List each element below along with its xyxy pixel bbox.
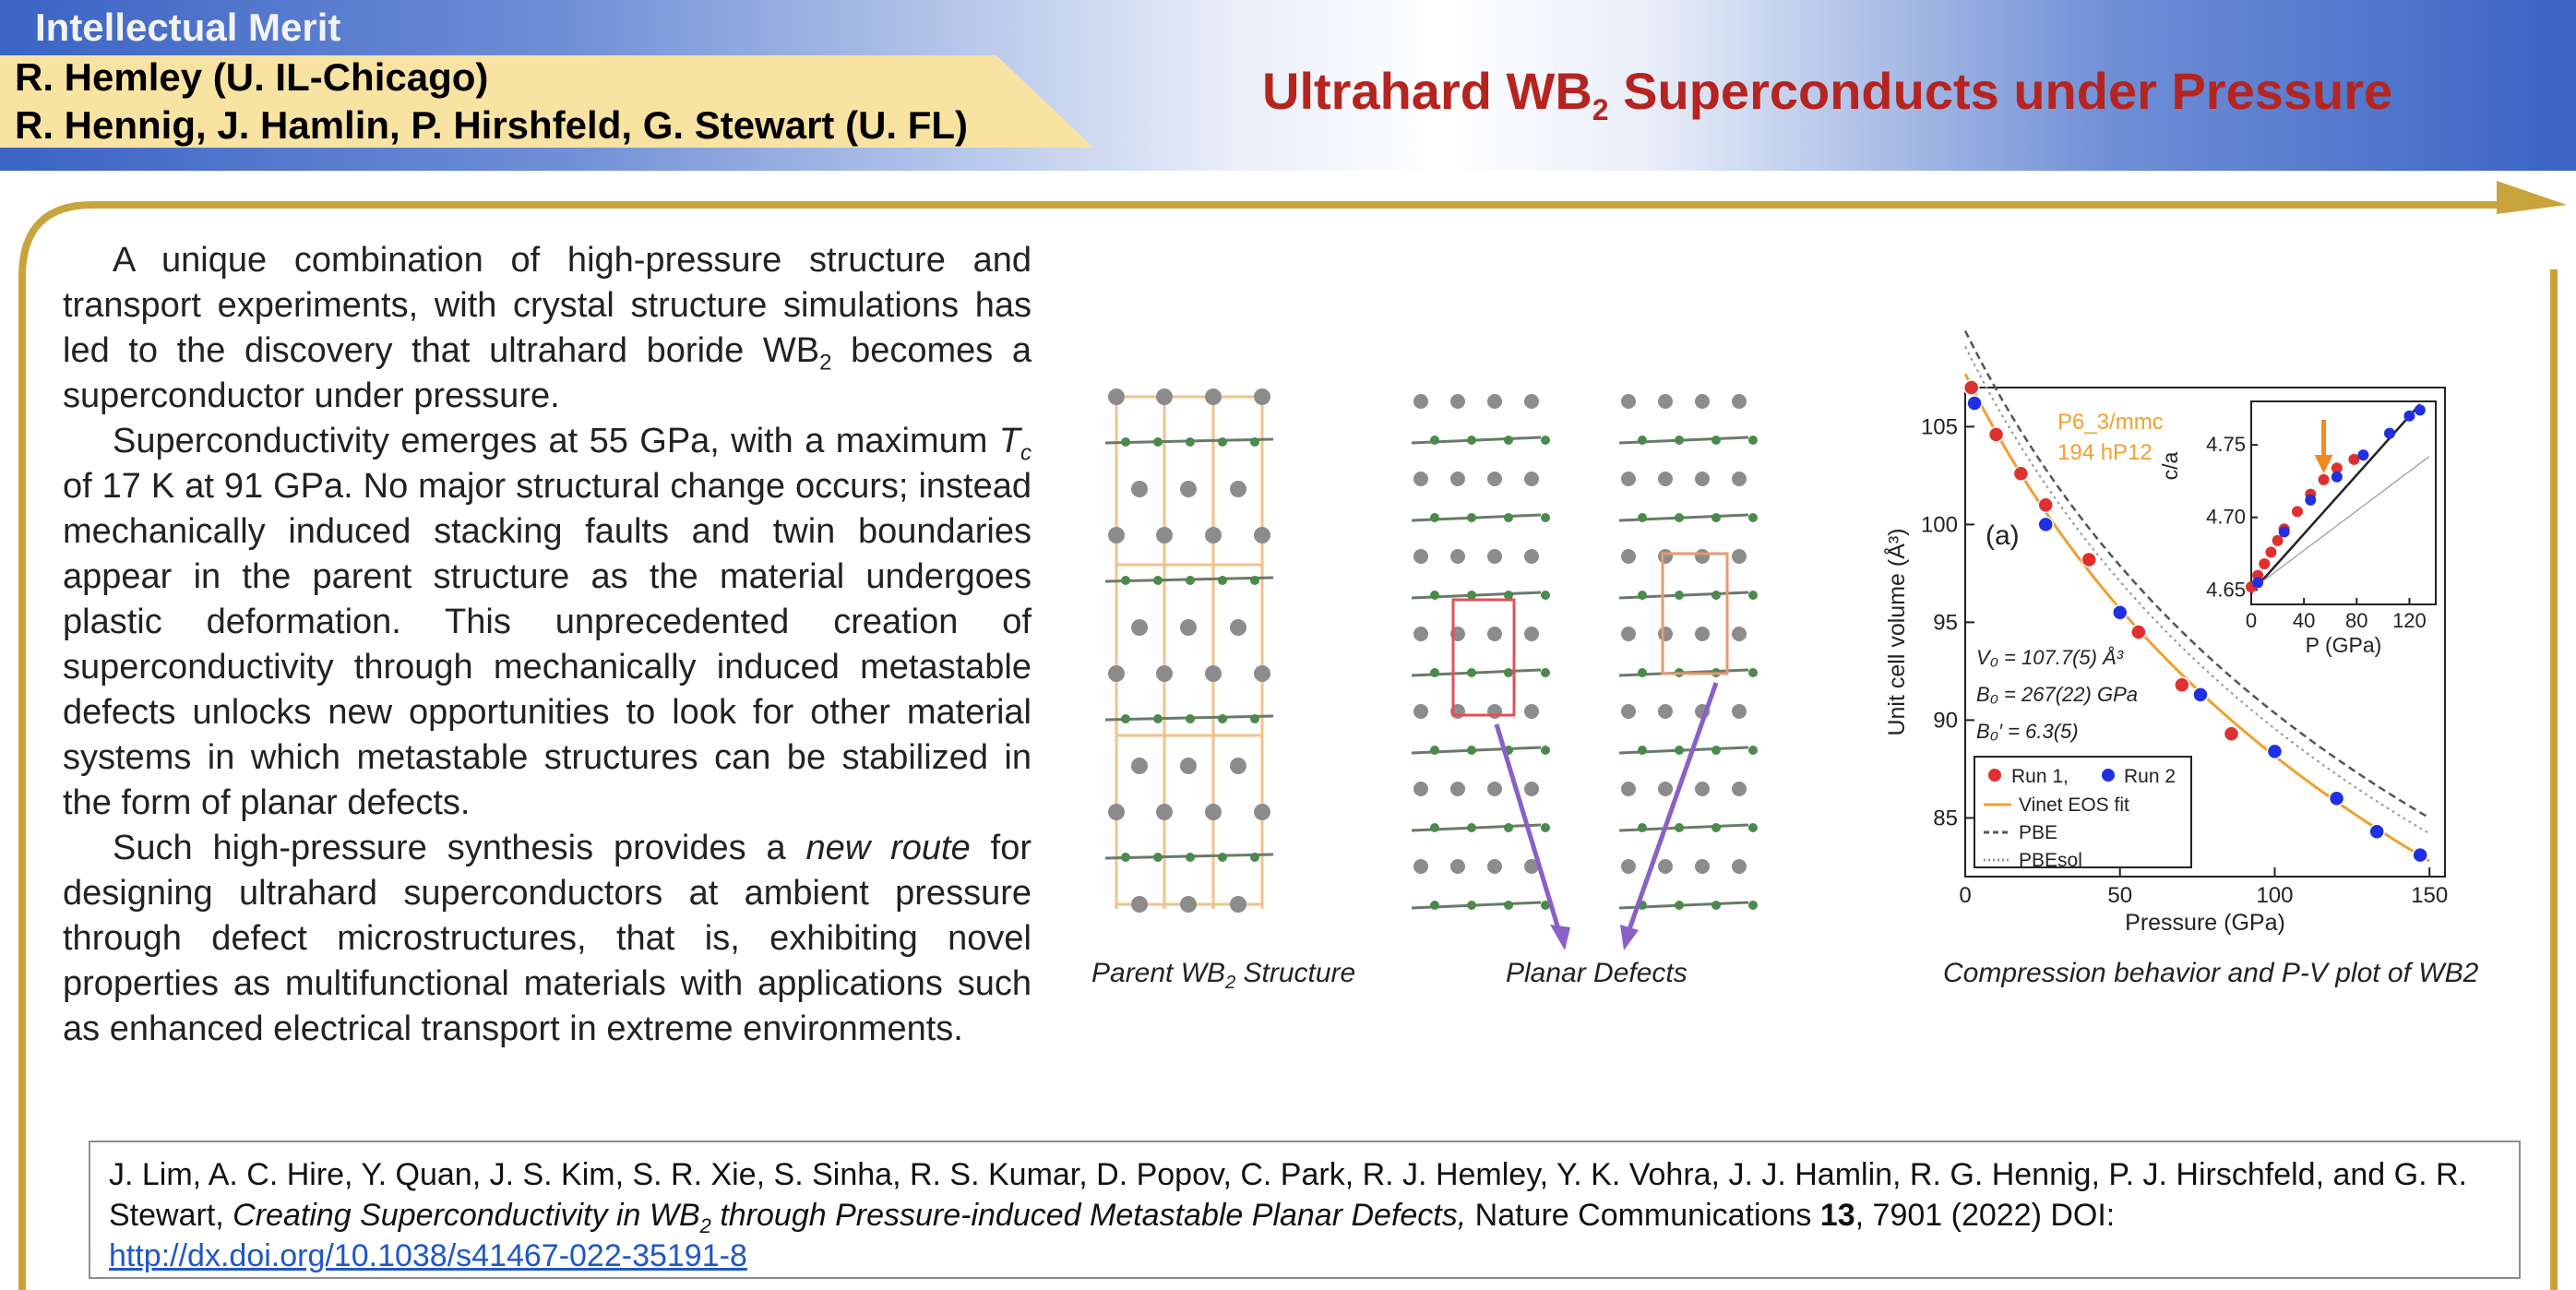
- run2-point: [2267, 744, 2282, 758]
- tungsten-atom: [1621, 549, 1636, 564]
- boron-atom: [1748, 746, 1758, 755]
- boron-atom: [1711, 901, 1721, 910]
- crystal-structures: [1070, 360, 1827, 1024]
- slide-title: [1262, 61, 2392, 127]
- boron-atom: [1121, 853, 1130, 862]
- tungsten-atom: [1205, 388, 1222, 405]
- boron-atom: [1504, 901, 1513, 910]
- tungsten-atom: [1658, 549, 1673, 564]
- tungsten-atom: [1131, 619, 1148, 636]
- boron-atom: [1430, 591, 1439, 600]
- tungsten-atom: [1450, 394, 1465, 409]
- boron-atom: [1711, 823, 1721, 832]
- reference-box: [89, 1141, 2521, 1279]
- run2-point: [2113, 605, 2128, 620]
- boron-atom: [1748, 901, 1758, 910]
- boron-atom: [1430, 668, 1439, 677]
- run1-point: [1989, 427, 2004, 442]
- header-banner: [0, 0, 2576, 171]
- tc-symbol: T: [998, 422, 1020, 460]
- defect-arrow-1-head: [1550, 925, 1570, 950]
- inset-frame: [2251, 401, 2436, 604]
- tungsten-atom: [1230, 896, 1246, 913]
- boron-atom: [1675, 901, 1684, 910]
- tungsten-atom: [1131, 481, 1148, 497]
- y-axis-label: Unit cell volume (Å³): [1884, 528, 1910, 736]
- boron-atom: [1430, 746, 1439, 755]
- boron-atom: [1121, 714, 1130, 723]
- inset-run2-point: [2279, 526, 2290, 537]
- run1-point: [2038, 497, 2053, 512]
- boron-atom: [1467, 668, 1476, 677]
- boron-atom: [1430, 513, 1439, 522]
- reference-volume: 13: [1819, 1198, 1855, 1233]
- boron-atom: [1748, 513, 1758, 522]
- doi-link[interactable]: http://dx.doi.org/10.1038/s41467-022-35191-8: [109, 1238, 747, 1273]
- run1-point: [2131, 625, 2146, 639]
- tungsten-atom: [1156, 388, 1173, 405]
- x-tick-label: 50: [2107, 883, 2133, 908]
- tungsten-atom: [1621, 782, 1636, 796]
- boron-atom: [1186, 437, 1195, 447]
- tungsten-atom: [1156, 804, 1173, 820]
- tungsten-atom: [1732, 859, 1747, 874]
- tungsten-atom: [1658, 472, 1673, 486]
- boron-atom: [1250, 853, 1259, 862]
- boron-atom: [1711, 591, 1721, 600]
- boron-atom: [1250, 576, 1259, 585]
- boron-atom: [1153, 437, 1163, 447]
- figure-panel: [1070, 360, 2510, 1024]
- legend-run2: Run 2: [2124, 766, 2176, 787]
- run1-point: [2013, 466, 2028, 481]
- reference-title: Creating Superconductivity in WB: [233, 1198, 700, 1233]
- tungsten-atom: [1695, 549, 1710, 564]
- caption-parent-structure: [1091, 958, 1355, 994]
- tungsten-atom: [1524, 394, 1539, 409]
- run2-point: [1967, 396, 1982, 411]
- tungsten-atom: [1732, 394, 1747, 409]
- tungsten-atom: [1254, 665, 1270, 682]
- boron-atom: [1504, 668, 1513, 677]
- x-tick-label: 0: [1959, 883, 1972, 908]
- section-label: Intellectual Merit: [35, 6, 341, 49]
- tungsten-atom: [1413, 472, 1428, 486]
- boron-atom: [1467, 901, 1476, 910]
- tungsten-atom: [1621, 472, 1636, 486]
- boron-atom: [1121, 576, 1130, 585]
- caption-parent-post: Structure: [1235, 958, 1356, 988]
- tungsten-atom: [1180, 619, 1197, 636]
- paragraph-2: [63, 419, 1032, 826]
- caption-parent-sub: 2: [1225, 973, 1236, 993]
- inset-x-tick-label: 120: [2392, 609, 2427, 632]
- boron-atom: [1153, 714, 1163, 723]
- title-subscript: 2: [1592, 93, 1609, 127]
- author-line-1: R. Hemley (U. IL-Chicago): [15, 55, 489, 99]
- boron-atom: [1638, 513, 1647, 522]
- boron-atom: [1675, 436, 1684, 445]
- body-text: [63, 238, 1032, 1052]
- tungsten-atom: [1108, 388, 1125, 405]
- tungsten-atom: [1621, 394, 1636, 409]
- tungsten-atom: [1205, 804, 1222, 820]
- tungsten-atom: [1108, 804, 1125, 820]
- y-tick-label: 85: [1933, 806, 1958, 831]
- tungsten-atom: [1695, 472, 1710, 486]
- tungsten-atom: [1205, 527, 1222, 543]
- tungsten-atom: [1658, 859, 1673, 874]
- inset-x-tick-label: 40: [2292, 609, 2316, 632]
- y-tick-label: 105: [1920, 414, 1958, 440]
- inset-run2-point: [2357, 449, 2368, 460]
- inset-run1-point: [2319, 474, 2330, 485]
- p3-emphasis: new route: [805, 829, 971, 867]
- boron-atom: [1430, 823, 1439, 832]
- tungsten-atom: [1621, 704, 1636, 719]
- boron-atom: [1218, 714, 1227, 723]
- tungsten-atom: [1180, 758, 1197, 774]
- defect-highlight-1: [1453, 600, 1514, 715]
- tungsten-atom: [1658, 704, 1673, 719]
- reference-authors: J. Lim, A. C. Hire, Y. Quan, J. S. Kim, S. R. Xie, S. Sinha, R. S. Kumar, D. Popov, C. Park, R. J. Hemley, Y. K. Vohra, J. J. Hamlin, R. G. Hennig, P. J. Hirschfeld, and G. R. Stewart,: [109, 1157, 2467, 1233]
- tungsten-atom: [1524, 782, 1539, 796]
- fit-param: B₀ = 267(22) GPa: [1976, 683, 2138, 706]
- boron-atom: [1218, 853, 1227, 862]
- run2-point: [2369, 824, 2384, 839]
- fit-param: V₀ = 107.7(5) Å³: [1976, 646, 2124, 669]
- boron-atom: [1504, 513, 1513, 522]
- boron-atom: [1504, 436, 1513, 445]
- paragraph-3: [63, 826, 1032, 1052]
- tungsten-atom: [1732, 704, 1747, 719]
- reference-journal: Nature Communications: [1466, 1198, 1820, 1233]
- p3-text-end: for designing ultrahard superconductors at ambient pressure through defect microstructures, that is, exhibiting novel properties as multifunctional materials with applications such as enhanced electrical transport in extreme environments.: [63, 829, 1032, 1048]
- boron-atom: [1153, 576, 1163, 585]
- tungsten-atom: [1450, 472, 1465, 486]
- caption-planar-defects: Planar Defects: [1506, 958, 1688, 988]
- tungsten-atom: [1695, 782, 1710, 796]
- tungsten-atom: [1205, 665, 1222, 682]
- boron-atom: [1430, 436, 1439, 445]
- run2-point: [2413, 848, 2427, 863]
- inset-y-tick-label: 4.65: [2206, 578, 2246, 602]
- tungsten-atom: [1450, 549, 1465, 564]
- tungsten-atom: [1413, 859, 1428, 874]
- tungsten-atom: [1695, 859, 1710, 874]
- legend-fit-label: PBEsol: [2019, 850, 2082, 871]
- tungsten-atom: [1254, 527, 1270, 543]
- run1-point: [2224, 726, 2239, 741]
- paragraph-1: [63, 238, 1032, 419]
- tungsten-atom: [1732, 549, 1747, 564]
- boron-atom: [1675, 823, 1684, 832]
- tungsten-atom: [1413, 627, 1428, 641]
- boron-atom: [1748, 668, 1758, 677]
- boron-atom: [1748, 823, 1758, 832]
- boron-atom: [1467, 746, 1476, 755]
- boron-atom: [1638, 668, 1647, 677]
- tungsten-atom: [1413, 704, 1428, 719]
- tungsten-atom: [1732, 472, 1747, 486]
- p3-text: Such high-pressure synthesis provides a: [113, 829, 806, 867]
- p1-subscript: 2: [819, 350, 832, 376]
- parent-structure-diagram: [1105, 388, 1273, 913]
- fit-param: B₀′ = 6.3(5): [1976, 720, 2079, 743]
- boron-atom: [1711, 513, 1721, 522]
- legend-fit-label: PBE: [2019, 822, 2058, 843]
- tungsten-atom: [1732, 782, 1747, 796]
- tungsten-atom: [1732, 627, 1747, 641]
- tungsten-atom: [1108, 665, 1125, 682]
- boron-atom: [1675, 513, 1684, 522]
- boron-atom: [1467, 513, 1476, 522]
- legend-fit-label: Vinet EOS fit: [2019, 794, 2129, 816]
- run1-point: [1964, 380, 1979, 395]
- boron-atom: [1218, 576, 1227, 585]
- phase-label-2: 194 hP12: [2057, 440, 2153, 465]
- tungsten-atom: [1450, 782, 1465, 796]
- defect-arrow-2-head: [1620, 925, 1639, 950]
- p2-text: Superconductivity emerges at 55 GPa, with a maximum: [113, 422, 999, 460]
- inset-y-tick-label: 4.75: [2206, 433, 2246, 457]
- tungsten-atom: [1131, 896, 1148, 913]
- tungsten-atom: [1131, 758, 1148, 774]
- boron-atom: [1250, 714, 1259, 723]
- tungsten-atom: [1230, 481, 1246, 497]
- tungsten-atom: [1658, 627, 1673, 641]
- inset-y-label: c/a: [2158, 451, 2182, 481]
- tungsten-atom: [1413, 782, 1428, 796]
- boron-atom: [1638, 591, 1647, 600]
- inset-run2-point: [2415, 404, 2426, 415]
- tungsten-atom: [1487, 704, 1502, 719]
- tungsten-atom: [1254, 804, 1270, 820]
- x-axis-label: Pressure (GPa): [2125, 910, 2285, 936]
- inset-run1-point: [2265, 546, 2276, 557]
- tungsten-atom: [1487, 549, 1502, 564]
- tungsten-atom: [1524, 704, 1539, 719]
- boron-atom: [1675, 591, 1684, 600]
- boron-atom: [1711, 746, 1721, 755]
- run2-point: [2330, 791, 2344, 806]
- tungsten-atom: [1621, 627, 1636, 641]
- defect-highlight-2: [1663, 554, 1727, 674]
- phase-label-1: P6_3/mmc: [2057, 410, 2164, 435]
- inset-run2-point: [2403, 411, 2415, 422]
- boron-atom: [1541, 591, 1550, 600]
- boron-atom: [1675, 746, 1684, 755]
- boron-atom: [1153, 853, 1163, 862]
- inset-x-tick-label: 80: [2345, 609, 2368, 632]
- x-tick-label: 150: [2411, 883, 2449, 908]
- boron-atom: [1504, 823, 1513, 832]
- boron-atom: [1638, 746, 1647, 755]
- boron-atom: [1186, 714, 1195, 723]
- inset-x-tick-label: 0: [2245, 609, 2258, 632]
- boron-atom: [1250, 437, 1259, 447]
- tungsten-atom: [1487, 394, 1502, 409]
- p1-text-end: becomes a superconductor under pressure.: [63, 331, 1032, 415]
- reference-pages: , 7901 (2022) DOI:: [1854, 1198, 2116, 1233]
- run1-point: [2081, 553, 2096, 567]
- inset-run2-point: [2252, 577, 2263, 588]
- legend-run1: Run 1,: [2011, 766, 2069, 787]
- boron-atom: [1186, 576, 1195, 585]
- boron-atom: [1467, 436, 1476, 445]
- title-post: Superconducts under Pressure: [1608, 62, 2393, 120]
- title-pre: Ultrahard WB: [1262, 62, 1592, 120]
- caption-pv-plot: Compression behavior and P-V plot of WB2: [1943, 958, 2479, 988]
- tungsten-atom: [1487, 782, 1502, 796]
- caption-parent-pre: Parent WB: [1091, 958, 1226, 988]
- boron-atom: [1711, 436, 1721, 445]
- boron-atom: [1541, 823, 1550, 832]
- tungsten-atom: [1180, 896, 1197, 913]
- boron-atom: [1541, 746, 1550, 755]
- tungsten-atom: [1695, 394, 1710, 409]
- defect-arrow-2: [1628, 683, 1716, 932]
- inset-y-tick-label: 4.70: [2206, 505, 2246, 529]
- tungsten-atom: [1487, 859, 1502, 874]
- tungsten-atom: [1524, 549, 1539, 564]
- tungsten-atom: [1487, 472, 1502, 486]
- inset-run2-point: [2332, 472, 2343, 483]
- tungsten-atom: [1254, 388, 1270, 405]
- tungsten-atom: [1156, 665, 1173, 682]
- y-tick-label: 100: [1920, 512, 1958, 538]
- boron-atom: [1218, 437, 1227, 447]
- boron-atom: [1541, 513, 1550, 522]
- inset-run2-point: [2305, 495, 2316, 506]
- panel-label: (a): [1986, 520, 2020, 551]
- tungsten-atom: [1156, 527, 1173, 543]
- planar-defect-diagram-2: [1619, 394, 1758, 910]
- tungsten-atom: [1487, 627, 1502, 641]
- legend-run1-marker: [1988, 769, 2001, 782]
- boron-atom: [1430, 901, 1439, 910]
- tungsten-atom: [1413, 549, 1428, 564]
- tungsten-atom: [1450, 859, 1465, 874]
- y-tick-label: 95: [1933, 610, 1958, 636]
- run2-point: [2038, 517, 2053, 532]
- run2-point: [2193, 687, 2208, 702]
- boron-atom: [1467, 823, 1476, 832]
- tungsten-atom: [1230, 758, 1246, 774]
- tungsten-atom: [1524, 472, 1539, 486]
- tungsten-atom: [1413, 394, 1428, 409]
- tc-subscript: c: [1020, 440, 1032, 466]
- boron-atom: [1748, 436, 1758, 445]
- boron-atom: [1186, 853, 1195, 862]
- boron-atom: [1748, 591, 1758, 600]
- run1-point: [2175, 677, 2189, 692]
- boron-atom: [1541, 436, 1550, 445]
- p1-text: A unique combination of high-pressure structure and transport experiments, with crystal structure simulations has led to the discovery that ultrahard boride WB: [63, 241, 1032, 370]
- p2-text-end: of 17 K at 91 GPa. No major structural change occurs; instead mechanically induced stacking faults and twin boundaries appear in the parent structure as the material undergoes plastic deformation. This unprecedented creation of superconductivity through mechanically induced metastable defects unlocks new opportunities to look for other material systems in which metastable structures can be stabilized in the form of planar defects.: [63, 467, 1032, 822]
- x-tick-label: 100: [2256, 883, 2294, 908]
- inset-x-label: P (GPa): [2305, 633, 2382, 657]
- tungsten-atom: [1695, 627, 1710, 641]
- tungsten-atom: [1180, 481, 1197, 497]
- inset-run2-point: [2384, 428, 2395, 439]
- inset-run1-point: [2292, 506, 2303, 517]
- tungsten-atom: [1658, 782, 1673, 796]
- y-tick-label: 90: [1933, 708, 1958, 734]
- reference-title-end: through Pressure-induced Metastable Planar Defects,: [710, 1198, 1467, 1233]
- reference-title-sub: 2: [699, 1213, 711, 1237]
- pv-chart: [1882, 360, 2473, 936]
- author-line-2: R. Hennig, J. Hamlin, P. Hirshfeld, G. Stewart (U. FL): [15, 103, 969, 147]
- tungsten-atom: [1621, 859, 1636, 874]
- tungsten-atom: [1230, 619, 1246, 636]
- legend-run2-marker: [2102, 769, 2115, 782]
- boron-atom: [1638, 436, 1647, 445]
- tungsten-atom: [1658, 394, 1673, 409]
- tungsten-atom: [1524, 627, 1539, 641]
- tungsten-atom: [1108, 527, 1125, 543]
- boron-atom: [1638, 823, 1647, 832]
- boron-atom: [1121, 437, 1130, 447]
- boron-atom: [1541, 668, 1550, 677]
- inset-run1-point: [2259, 558, 2270, 569]
